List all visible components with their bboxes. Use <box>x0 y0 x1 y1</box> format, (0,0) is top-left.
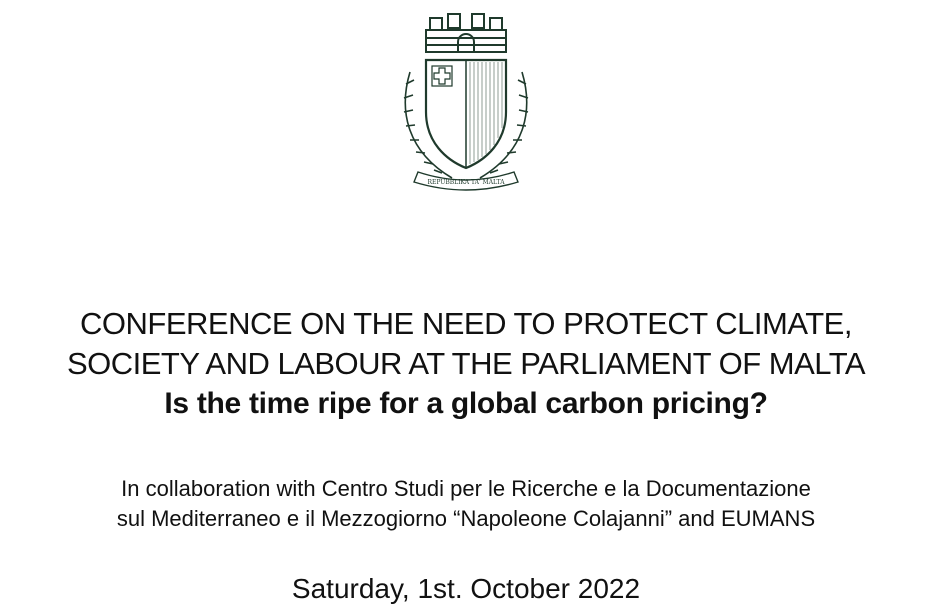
collaboration-line-1: In collaboration with Centro Studi per le Ricerche e la Documentazione <box>121 476 811 501</box>
collaboration-line-2: sul Mediterraneo e il Mezzogiorno “Napoleone Colajanni” and EUMANS <box>116 506 816 531</box>
conference-subtitle: Is the time ripe for a global carbon pricing? <box>164 387 768 420</box>
conference-date: Saturday, 1st. October 2022 <box>291 573 641 604</box>
collaboration-note <box>0 474 932 534</box>
conference-title <box>0 304 932 424</box>
malta-coat-of-arms-icon <box>392 12 540 192</box>
title-line-1: CONFERENCE ON THE NEED TO PROTECT CLIMATE, <box>80 306 852 341</box>
emblem-scroll-text: REPUBBLIKA TA' MALTA <box>427 179 505 186</box>
title-line-2: SOCIETY AND LABOUR AT THE PARLIAMENT OF MALTA <box>66 346 866 381</box>
